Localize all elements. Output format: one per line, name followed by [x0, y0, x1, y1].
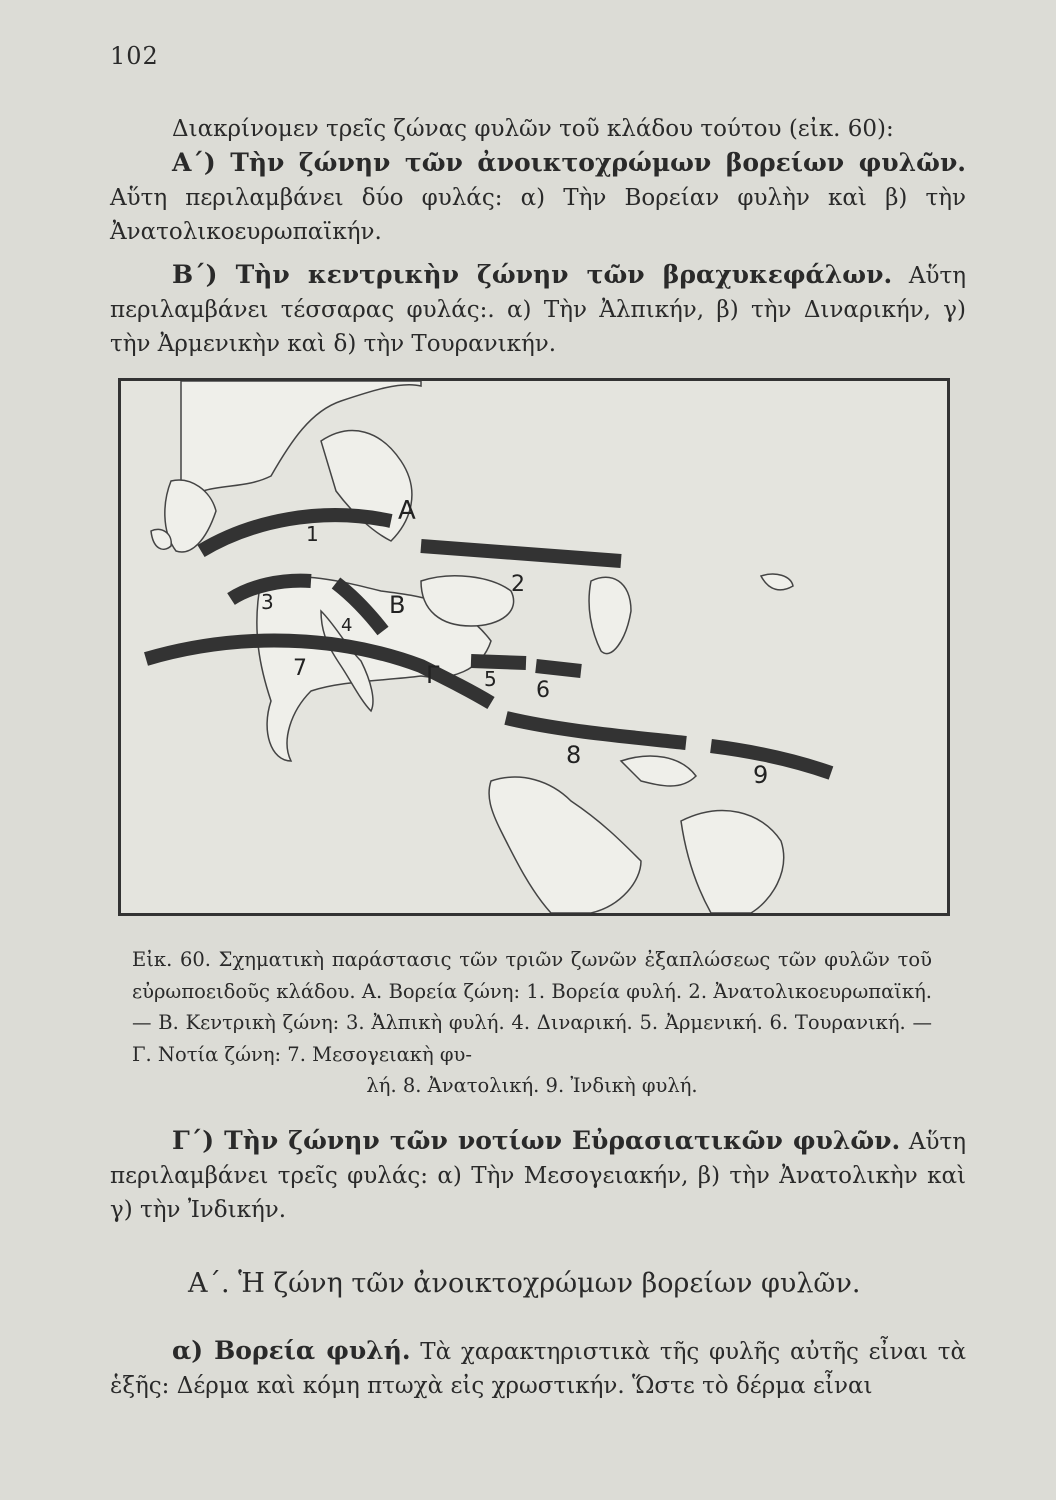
zone-b-paragraph	[110, 258, 966, 361]
race-label-9: 9	[753, 761, 769, 789]
zone-a-text: Αὕτη περιλαμβάνει δύο φυλάς: α) Τὴν Βορείαν φυλὴν καὶ β) τὴν Ἀνατολικοευρωπαϊκήν.	[110, 185, 966, 245]
caption-line-2: λή. 8. Ἀνατολική. 9. Ἰνδικὴ φυλή.	[366, 1074, 698, 1097]
band-8	[506, 718, 686, 743]
zone-b-text: Αὕτη περιλαμβάνει τέσσαρας φυλάς:. α) Τὴν Ἀλπικήν, β) τὴν Διναρικήν, γ) τὴν Ἀρμενικὴν καὶ δ) τὴν Τουρανικήν.	[110, 263, 966, 357]
northern-race-text: Τὰ χαρακτηριστικὰ τῆς φυλῆς αὐτῆς εἶναι τὰ ἑξῆς: Δέρμα καὶ κόμη πτωχὰ εἰς χρωστικήν. Ὥστε τὸ δέρμα εἶναι	[110, 1339, 966, 1399]
race-zones-map	[118, 378, 950, 916]
race-label-6: 6	[536, 678, 550, 703]
caption-line-1: Εἰκ. 60. Σχηματικὴ παράστασις τῶν τριῶν ζωνῶν ἐξαπλώσεως τῶν φυλῶν τοῦ εὐρωποειδοῦς κλάδου. Α. Βορεία ζώνη: 1. Βορεία φυλή. 2. Ἀνατολικοευρωπαϊκή. — Β. Κεντρικὴ ζώνη: 3. Ἀλπικὴ φυλή. 4. Διναρική. 5. Ἀρμενική. 6. Τουρανική. — Γ. Νοτία ζώνη: 7. Μεσογειακὴ φυ-	[132, 948, 932, 1066]
race-label-3: 3	[261, 590, 274, 614]
zone-a-label: Α΄) Τὴν ζώνην τῶν ἀνοικτοχρώμων βορείων φυλῶν.	[172, 148, 966, 177]
northern-race-label: α) Βορεία φυλή.	[172, 1336, 411, 1365]
zone-label-a: Α	[398, 496, 416, 526]
band-9	[711, 746, 831, 773]
persian-gulf-shape	[621, 756, 696, 786]
zone-c-paragraph	[110, 1124, 966, 1227]
race-label-4: 4	[341, 615, 353, 636]
arabia-shape	[489, 777, 641, 913]
figure-caption	[132, 944, 932, 1102]
aral-sea-shape	[761, 574, 793, 590]
race-label-5: 5	[484, 667, 497, 691]
india-shape	[681, 811, 784, 913]
race-label-7: 7	[293, 656, 307, 681]
zone-label-b: Β	[389, 591, 406, 619]
band-2	[421, 546, 621, 561]
band-1	[201, 515, 391, 551]
race-label-8: 8	[566, 741, 582, 769]
band-5	[471, 661, 526, 663]
zone-c-text: Αὕτη περιλαμβάνει τρεῖς φυλάς: α) Τὴν Μεσογειακήν, β) τὴν Ἀνατολικὴν καὶ γ) τὴν Ἰνδικήν.	[110, 1129, 966, 1223]
page-number: 102	[110, 42, 159, 70]
race-label-1: 1	[306, 522, 319, 546]
intro-paragraph: Διακρίνομεν τρεῖς ζώνας φυλῶν τοῦ κλάδου τούτου (εἰκ. 60):	[172, 116, 894, 142]
northern-race-paragraph	[110, 1334, 966, 1403]
zone-label-g: Γ	[426, 661, 440, 689]
race-label-2: 2	[511, 572, 525, 597]
band-6	[536, 666, 581, 671]
zone-b-label: Β΄) Τὴν κεντρικὴν ζώνην τῶν βραχυκεφάλων.	[172, 260, 893, 289]
zone-a-paragraph	[110, 146, 966, 249]
caspian-sea-shape	[589, 577, 631, 653]
section-heading: Α΄. Ἡ ζώνη τῶν ἀνοικτοχρώμων βορείων φυλῶν.	[188, 1268, 861, 1299]
zone-c-label: Γ΄) Τὴν ζώνην τῶν νοτίων Εὐρασιατικῶν φυλῶν.	[172, 1126, 901, 1155]
